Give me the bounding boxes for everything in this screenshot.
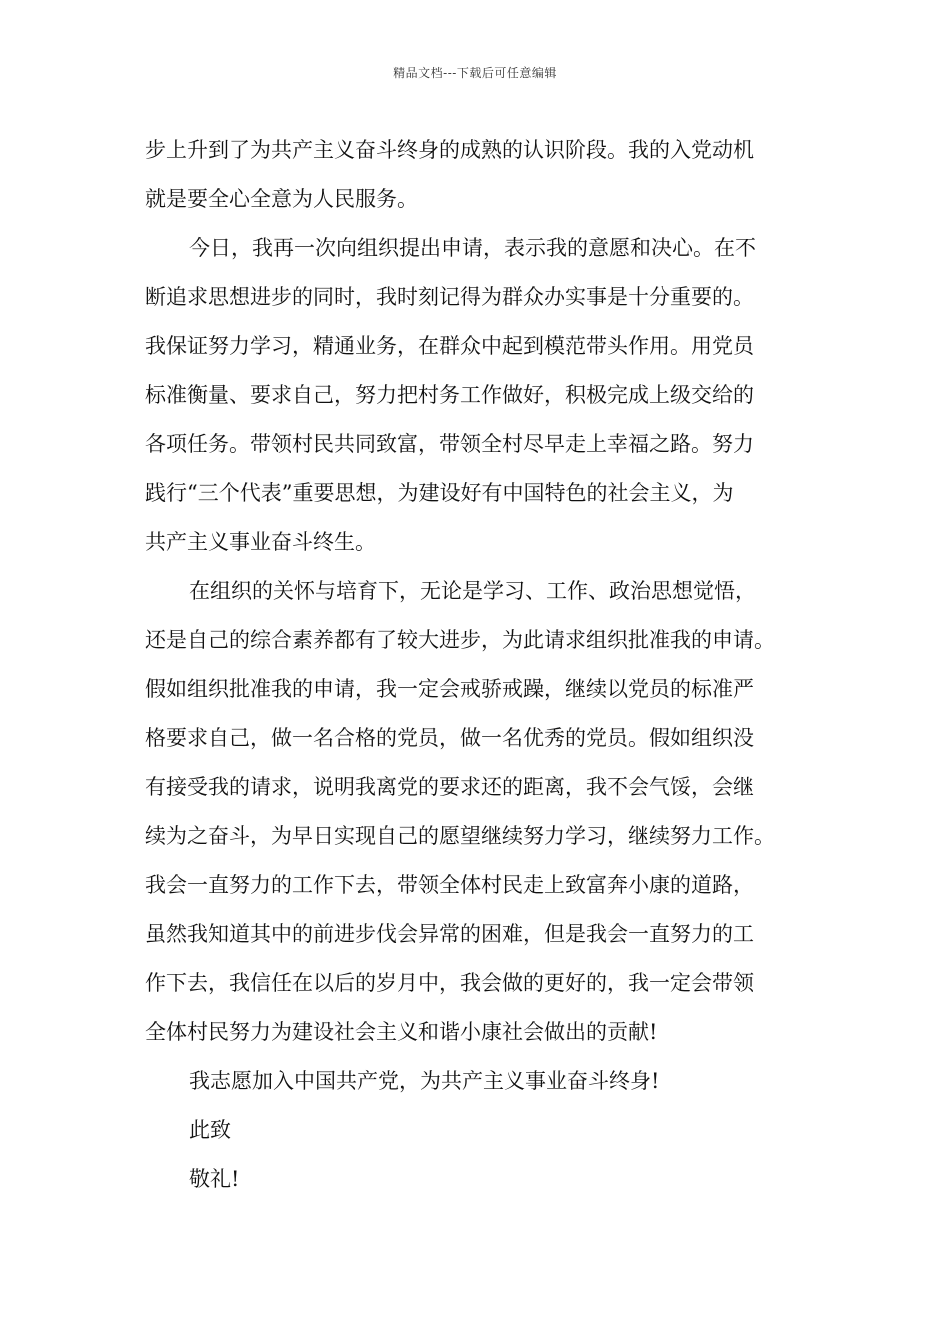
- paragraph: [145, 567, 810, 1057]
- text-line: 共产主义事业奋斗终生。: [145, 530, 376, 554]
- paragraph: [145, 224, 810, 567]
- text-line: 标准衡量、要求自己，努力把村务工作做好，积极完成上级交给的: [145, 383, 754, 407]
- text-line: 还是自己的综合素养都有了较大进步，为此请求组织批准我的申请。: [145, 628, 775, 652]
- text-line: 步上升到了为共产主义奋斗终身的成熟的认识阶段。我的入党动机: [145, 138, 754, 162]
- paragraph: [145, 1155, 810, 1204]
- text-line: 格要求自己，做一名合格的党员，做一名优秀的党员。假如组织没: [145, 726, 754, 750]
- closing-salutation: 此致: [189, 1118, 231, 1142]
- text-line: 我志愿加入中国共产党，为共产主义事业奋斗终身!: [189, 1069, 660, 1093]
- paragraph: [145, 1106, 810, 1155]
- text-line: 我保证努力学习，精通业务，在群众中起到模范带头作用。用党员: [145, 334, 754, 358]
- text-line: 我会一直努力的工作下去，带领全体村民走上致富奔小康的道路，: [145, 873, 754, 897]
- text-line: 就是要全心全意为人民服务。: [145, 187, 418, 211]
- closing-regards: 敬礼!: [189, 1167, 240, 1191]
- paragraph: [145, 1057, 810, 1106]
- text-line: 断追求思想进步的同时，我时刻记得为群众办实事是十分重要的。: [145, 285, 754, 309]
- text-line: 虽然我知道其中的前进步伐会异常的困难，但是我会一直努力的工: [145, 922, 754, 946]
- text-line: 今日，我再一次向组织提出申请，表示我的意愿和决心。在不: [189, 236, 756, 260]
- text-line: 续为之奋斗，为早日实现自己的愿望继续努力学习，继续努力工作。: [145, 824, 775, 848]
- text-line: 各项任务。带领村民共同致富，带领全村尽早走上幸福之路。努力: [145, 432, 754, 456]
- text-line: 践行“三个代表”重要思想，为建设好有中国特色的社会主义，为: [145, 481, 734, 505]
- paragraph: [145, 126, 810, 224]
- text-line: 假如组织批准我的申请，我一定会戒骄戒躁，继续以党员的标准严: [145, 677, 754, 701]
- document-body: [145, 126, 810, 1204]
- text-line: 有接受我的请求，说明我离党的要求还的距离，我不会气馁，会继: [145, 775, 754, 799]
- text-line: 全体村民努力为建设社会主义和谐小康社会做出的贡献!: [145, 1020, 658, 1044]
- text-line: 在组织的关怀与培育下，无论是学习、工作、政治思想觉悟，: [189, 579, 756, 603]
- page-header: 精品文档---下载后可任意编辑: [393, 66, 557, 80]
- text-line: 作下去，我信任在以后的岁月中，我会做的更好的，我一定会带领: [145, 971, 754, 995]
